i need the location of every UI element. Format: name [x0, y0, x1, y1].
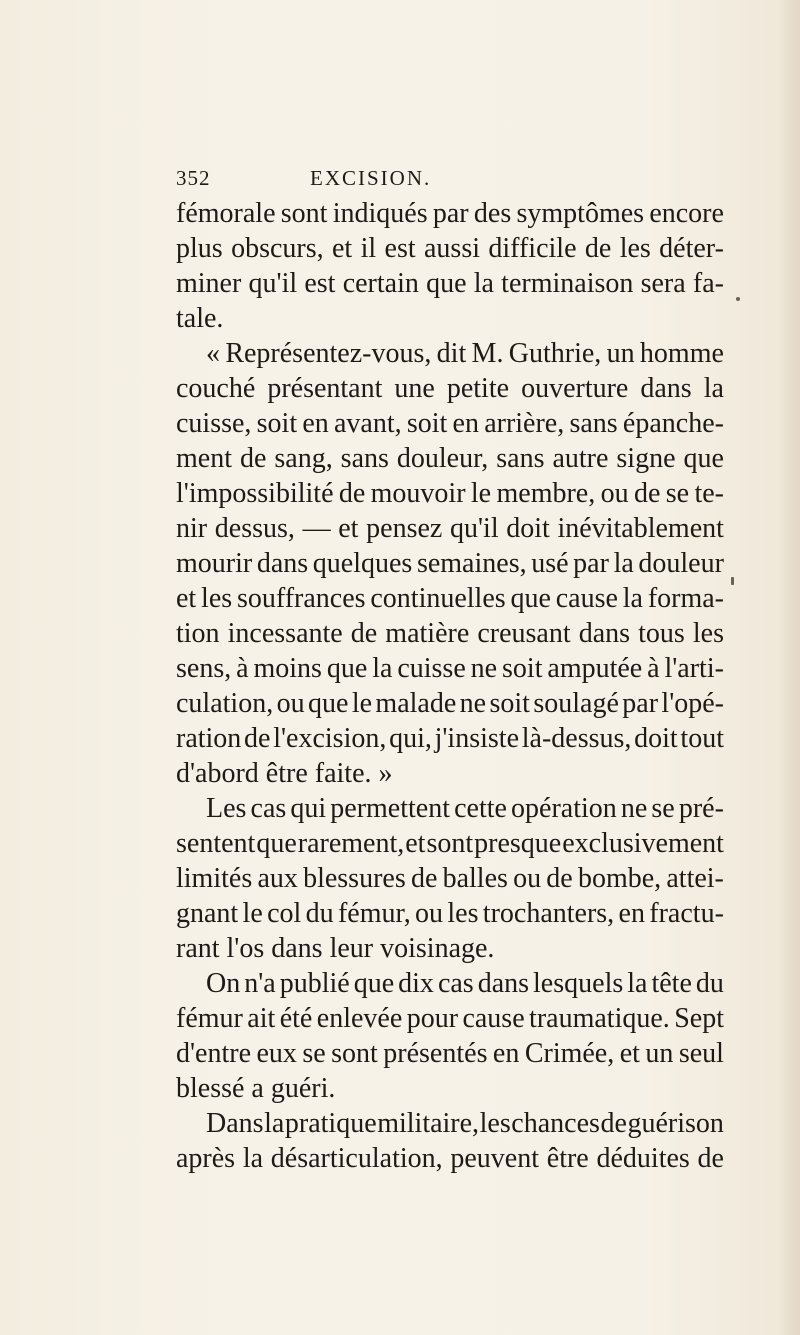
word: de	[633, 478, 661, 509]
word: malade	[375, 688, 457, 719]
word: la	[473, 268, 494, 299]
text-line	[176, 826, 724, 861]
word: —	[302, 513, 331, 544]
page-speck	[731, 577, 734, 585]
word: dans	[477, 968, 530, 999]
word: déter-	[659, 233, 724, 264]
word: cause	[462, 1003, 525, 1034]
word: guérison	[627, 1108, 724, 1139]
word: Représentez-vous,	[225, 338, 432, 369]
word: miner	[176, 268, 242, 299]
word: se	[665, 478, 690, 509]
word: ration	[176, 723, 242, 754]
word: et	[619, 1038, 640, 1069]
word: ou	[276, 688, 305, 719]
word: matière	[385, 618, 470, 649]
word: sont	[331, 1038, 378, 1069]
word: et	[331, 233, 353, 264]
word: Dans	[206, 1108, 264, 1139]
page-header	[176, 166, 736, 196]
word: cuisse,	[176, 408, 252, 439]
text-line	[176, 301, 724, 336]
word: dit	[436, 338, 467, 369]
word: homme	[639, 338, 724, 369]
word: balles	[442, 863, 508, 894]
word: sang,	[274, 443, 333, 474]
word: ne	[470, 653, 498, 684]
word: là-dessus,	[521, 723, 632, 754]
word: soit	[502, 653, 543, 684]
word: pour	[406, 1003, 459, 1034]
word: sentent	[176, 828, 256, 859]
word: qui	[290, 793, 327, 824]
word: en	[618, 898, 645, 929]
word: Guthrie,	[508, 338, 602, 369]
word: avant,	[334, 408, 402, 439]
text-line	[176, 686, 724, 721]
word: des	[473, 198, 512, 229]
word: fémur	[176, 1003, 243, 1034]
word: et	[176, 583, 197, 614]
word: aussi	[424, 233, 480, 264]
word: la	[622, 583, 643, 614]
word: symptômes	[516, 198, 645, 229]
word: arrière,	[484, 408, 565, 439]
word: encore	[649, 198, 724, 229]
word: trochanters,	[482, 898, 615, 929]
word: les	[479, 1108, 511, 1139]
word: après	[176, 1143, 236, 1174]
page-edge-shadow	[778, 0, 800, 1335]
body-text	[176, 196, 724, 1176]
word: M.	[471, 338, 504, 369]
word: la	[264, 1108, 285, 1139]
word: désarticulation,	[270, 1143, 443, 1174]
word: soulagé	[533, 688, 619, 719]
text-line	[176, 231, 724, 266]
text-line	[176, 1001, 724, 1036]
word: terminaison	[501, 268, 634, 299]
word: dix	[398, 968, 434, 999]
word: militaire,	[377, 1108, 480, 1139]
word: se	[651, 793, 675, 824]
text-line	[176, 581, 724, 616]
word: se	[302, 1038, 326, 1069]
word: présentant	[267, 373, 383, 404]
word: rarement,	[297, 828, 405, 859]
word: seul	[678, 1038, 724, 1069]
word: qu'il	[248, 268, 298, 299]
word: un	[606, 338, 635, 369]
word: n'a	[244, 968, 276, 999]
word: sens,	[176, 653, 232, 684]
word: douleur,	[396, 443, 489, 474]
text-line	[176, 896, 724, 931]
text-line	[176, 196, 724, 231]
word: plus	[176, 233, 223, 264]
word: gnant	[176, 898, 239, 929]
word: de	[338, 478, 366, 509]
word: obscurs,	[231, 233, 324, 264]
word: à	[236, 653, 249, 684]
text-line	[176, 1036, 724, 1071]
word: par	[573, 548, 609, 579]
word: un	[645, 1038, 674, 1069]
word: ouverture	[521, 373, 629, 404]
word: l'opé-	[661, 688, 724, 719]
text-line	[176, 1106, 724, 1141]
word: On	[206, 968, 241, 999]
word: forma-	[647, 583, 724, 614]
page-speck	[736, 297, 740, 301]
word: ou	[600, 478, 629, 509]
word: du	[695, 968, 724, 999]
word: que	[683, 443, 724, 474]
word: permettent	[330, 793, 450, 824]
word: fractu-	[649, 898, 724, 929]
word: la	[242, 1143, 264, 1174]
word: attei-	[666, 863, 724, 894]
text-line	[176, 721, 724, 756]
word: mourir	[176, 548, 253, 579]
word: enlevée	[316, 1003, 403, 1034]
word: à	[647, 653, 660, 684]
word: cas	[250, 793, 287, 824]
word: te-	[694, 478, 724, 509]
word: blessures	[303, 863, 406, 894]
word: qu'il	[450, 513, 499, 544]
word: l'impossibilité	[176, 478, 334, 509]
word: dans	[640, 373, 692, 404]
word: l'excision,	[273, 723, 387, 754]
word: bombe,	[577, 863, 662, 894]
word: que	[426, 268, 467, 299]
word: cas	[437, 968, 474, 999]
text-line	[176, 511, 724, 546]
word: chances	[511, 1108, 600, 1139]
word: ne	[620, 793, 648, 824]
word: soit	[256, 408, 298, 439]
word: en	[492, 1038, 520, 1069]
word: quelques	[312, 548, 413, 579]
word: j'insiste	[434, 723, 519, 754]
word: col	[267, 898, 302, 929]
word: le	[351, 688, 373, 719]
word: de	[546, 863, 573, 894]
word: doit	[634, 723, 678, 754]
word: pré-	[678, 793, 724, 824]
word: lesquels	[533, 968, 624, 999]
word: ou	[513, 863, 542, 894]
word: autre	[552, 443, 609, 474]
word: et	[338, 513, 359, 544]
word: sont	[426, 828, 474, 859]
word: d'entre	[176, 1038, 252, 1069]
line-text: blessé a guéri.	[176, 1073, 336, 1104]
text-line	[176, 476, 724, 511]
word: presque	[474, 828, 562, 859]
text-line	[176, 336, 724, 371]
word: épanche-	[622, 408, 724, 439]
word: le	[242, 898, 263, 929]
word: pratique	[284, 1108, 377, 1139]
word: les	[619, 233, 651, 264]
text-line	[176, 616, 724, 651]
word: et	[405, 828, 426, 859]
text-line	[176, 406, 724, 441]
word: creusant	[477, 618, 571, 649]
word: ou	[415, 898, 444, 929]
text-line	[176, 371, 724, 406]
word: exclusivement	[562, 828, 724, 859]
word: amputée	[547, 653, 643, 684]
text-line	[176, 861, 724, 896]
text-line	[176, 266, 724, 301]
word: présentés	[383, 1038, 488, 1069]
word: opération	[511, 793, 617, 824]
word: ment	[176, 443, 232, 474]
word: traumatique.	[529, 1003, 670, 1034]
word: publié	[279, 968, 350, 999]
word: petite	[446, 373, 510, 404]
word: ne	[459, 688, 487, 719]
word: limités	[176, 863, 253, 894]
word: que	[510, 583, 551, 614]
text-line	[176, 931, 724, 966]
word: mouvoir	[370, 478, 466, 509]
running-title: EXCISION.	[310, 166, 432, 190]
word: de	[584, 233, 612, 264]
page-number: 352	[176, 166, 211, 190]
word: cuisse	[397, 653, 466, 684]
word: fa-	[692, 268, 724, 299]
word: usé	[531, 548, 569, 579]
word: sans	[340, 443, 389, 474]
word: incessante	[227, 618, 343, 649]
text-line	[176, 546, 724, 581]
word: les	[692, 618, 724, 649]
text-line	[176, 756, 724, 791]
word: aux	[257, 863, 298, 894]
word: être	[546, 1143, 589, 1174]
text-line	[176, 651, 724, 686]
word: est	[384, 233, 416, 264]
word: Crimée,	[524, 1038, 615, 1069]
text-line	[176, 441, 724, 476]
word: du	[305, 898, 334, 929]
word: de	[600, 1108, 627, 1139]
word: membre,	[496, 478, 596, 509]
word: sera	[640, 268, 686, 299]
word: que	[307, 688, 349, 719]
word: la	[703, 373, 724, 404]
word: eux	[256, 1038, 297, 1069]
word: les	[201, 583, 233, 614]
word: «	[206, 338, 220, 369]
word: la	[613, 548, 634, 579]
word: le	[470, 478, 492, 509]
word: douleur	[638, 548, 724, 579]
word: sans	[496, 443, 545, 474]
word: dessus,	[214, 513, 295, 544]
word: certain	[342, 268, 419, 299]
word: ait	[247, 1003, 276, 1034]
word: déduites	[596, 1143, 690, 1174]
word: tête	[651, 968, 692, 999]
word: moins	[253, 653, 322, 684]
word: une	[394, 373, 435, 404]
word: qui,	[389, 723, 432, 754]
word: indiqués	[332, 198, 428, 229]
word: en	[302, 408, 329, 439]
word: l'arti-	[664, 653, 724, 684]
word: signe	[616, 443, 676, 474]
word: cette	[454, 793, 507, 824]
word: difficile	[488, 233, 577, 264]
word: il	[360, 233, 377, 264]
word: souffrances	[236, 583, 366, 614]
word: peuvent	[450, 1143, 540, 1174]
word: soit	[489, 688, 530, 719]
line-text: rant l'os dans leur voisinage.	[176, 933, 495, 964]
word: doit	[506, 513, 550, 544]
word: dans	[256, 548, 309, 579]
word: soit	[406, 408, 448, 439]
text-line	[176, 791, 724, 826]
text-line	[176, 1141, 724, 1176]
word: que	[256, 828, 297, 859]
word: Les	[206, 793, 247, 824]
word: de	[350, 618, 378, 649]
word: que	[353, 968, 395, 999]
word: sont	[280, 198, 328, 229]
word: tous	[638, 618, 685, 649]
word: la	[627, 968, 648, 999]
line-text: d'abord être faite. »	[176, 758, 393, 789]
word: de	[239, 443, 267, 474]
text-line	[176, 1071, 724, 1106]
word: dans	[578, 618, 631, 649]
word: été	[279, 1003, 313, 1034]
line-text: tale.	[176, 303, 224, 334]
word: Sept	[674, 1003, 724, 1034]
word: par	[622, 688, 659, 719]
text-line	[176, 966, 724, 1001]
word: inévitablement	[557, 513, 724, 544]
word: la	[372, 653, 393, 684]
word: pensez	[366, 513, 443, 544]
word: fémorale	[176, 198, 276, 229]
word: est	[304, 268, 336, 299]
word: sans	[569, 408, 618, 439]
word: continuelles	[370, 583, 506, 614]
word: culation,	[176, 688, 274, 719]
word: couché	[176, 373, 256, 404]
word: tion	[176, 618, 220, 649]
word: les	[447, 898, 479, 929]
word: en	[452, 408, 479, 439]
word: nir	[176, 513, 208, 544]
word: tout	[680, 723, 724, 754]
word: que	[326, 653, 368, 684]
word: de	[410, 863, 438, 894]
word: cause	[555, 583, 618, 614]
word: de	[697, 1143, 724, 1174]
word: de	[244, 723, 271, 754]
word: fémur,	[337, 898, 411, 929]
word: semaines,	[416, 548, 527, 579]
word: par	[432, 198, 469, 229]
